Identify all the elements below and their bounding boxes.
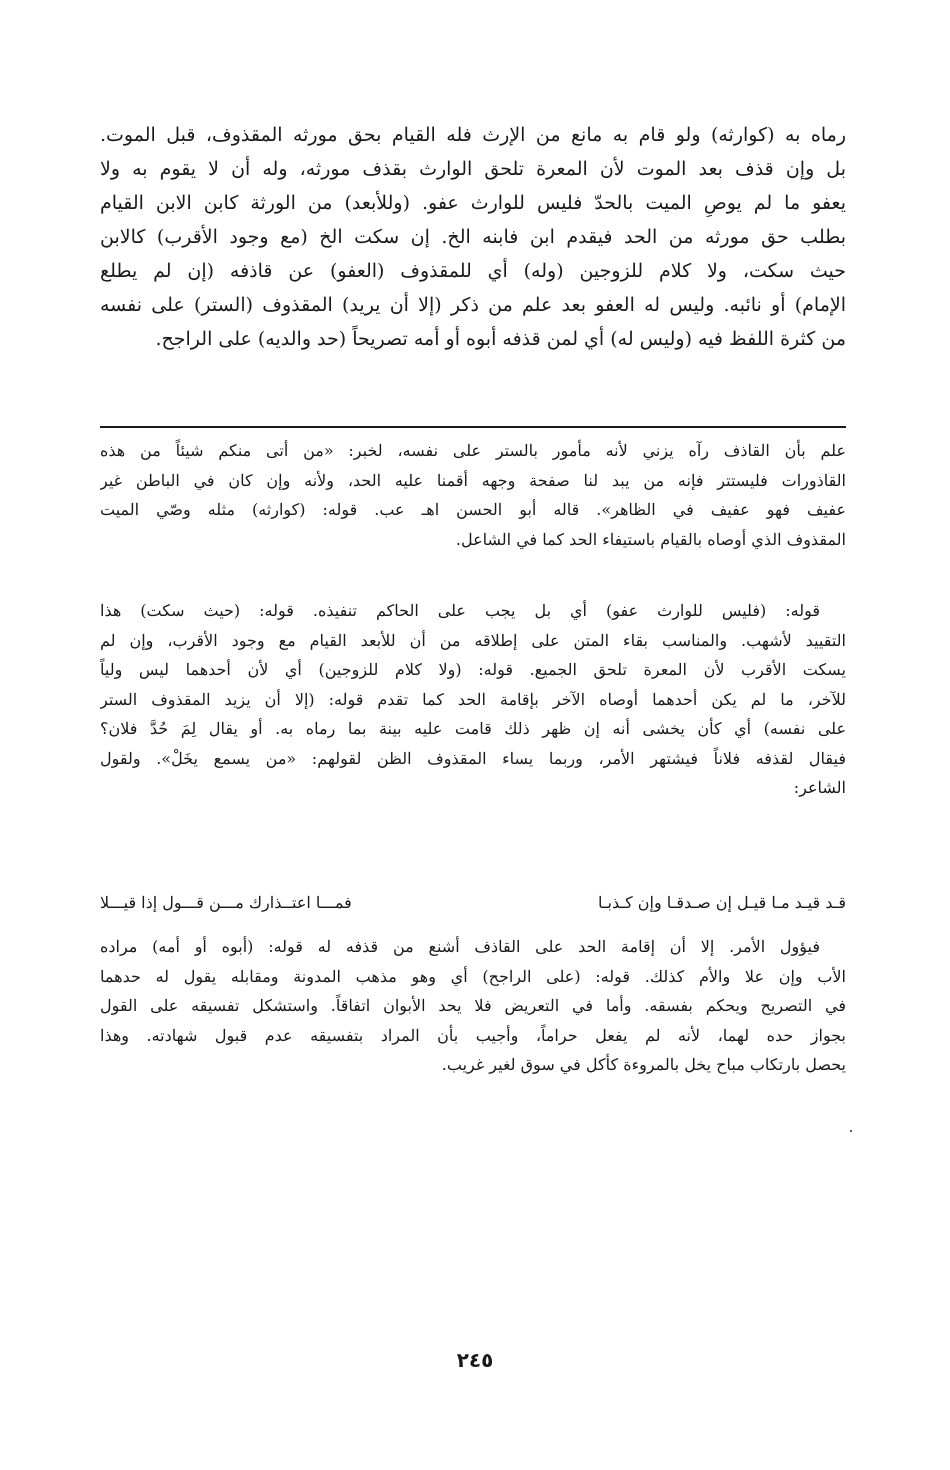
footnote-separator-rule	[100, 426, 846, 428]
footnote-line: علم بأن القاذف رآه يزني لأنه مأمور بالستر على نفسه، لخبر: «من أتى منكم شيئاً من هذه	[100, 441, 846, 460]
main-text-line: يعفو ما لم يوصِ الميت بالحدّ فليس للوارث عفو. (وللأبعد) من الورثة كابن الابن القيام	[100, 192, 846, 214]
footnote-line: القاذورات فليستتر فإنه من يبد لنا صفحة وجهه أقمنا عليه الحد، ولأنه وإن كان في الباطن غير	[100, 470, 846, 490]
main-text-line: من كثرة اللفظ فيه (وليس له) أي لمن قذفه أبوه أو أمه تصريحاً (حد والديه) على الراجح.	[155, 328, 846, 350]
footnote-line: يحصل بارتكاب مباح يخل بالمروءة كأكل في سوق لغير غريب.	[441, 1055, 846, 1074]
footnote-line: الشاعر:	[793, 778, 846, 797]
footnote-line: للآخر، ما لم يكن أحدهما أوصاه الآخر بإقامة الحد كما تقدم قوله: (إلا أن يزيد المقذوف الستر	[100, 689, 846, 709]
footnote-line: المقذوف الذي أوصاه بالقيام باستيفاء الحد كما في الشاعل.	[455, 529, 846, 549]
poetry-verse	[100, 888, 846, 918]
page-number: ٢٤٥	[456, 1348, 494, 1372]
footnote-line: التقييد لأشهب. والمناسب بقاء المتن على إطلاقه من أن للأبعد القيام مع وجود الأقرب، وإن لم	[100, 630, 846, 650]
main-text-line: رماه به (كوارثه) ولو قام به مانع من الإرث فله القيام بحق مورثه المقذوف، قبل الموت.	[100, 124, 846, 146]
footnote-line: الأب وإن علا والأم كذلك. قوله: (على الراجح) أي وهو مذهب المدونة ومقابله يقول له حدهما	[100, 966, 846, 986]
footnote-paragraph-3	[100, 932, 846, 1080]
footnote-line: في التصريح ويحكم بفسقه. وأما في التعريض فلا يحد الأبوان اتفاقاً. واستشكل تفسيقه على القول	[100, 996, 846, 1015]
footnote-paragraph-2	[100, 596, 846, 803]
footnote-line: بجواز حده لهما، لأنه لم يفعل حراماً، وأجيب بأن المراد بتفسيقه عدم قبول شهادته. وهذا	[100, 1025, 846, 1045]
main-text-line: بل وإن قذف بعد الموت لأن المعرة تلحق الوارث بقذف مورثه، وله أن لا يقوم به ولا	[100, 158, 846, 180]
footnote-line: قوله: (فليس للوارث عفو) أي بل يجب على الحاكم تنفيذه. قوله: (حيث سكت) هذا	[100, 601, 820, 620]
stray-mark	[850, 1130, 852, 1132]
main-text-block	[100, 118, 846, 356]
footnote-paragraph-1	[100, 436, 846, 554]
footnote-line: فيقال لقذفه فلاناً فيشتهر الأمر، وربما يساء المقذوف الظن لقولهم: «من يسمع يخَلْ». ولقول	[100, 748, 846, 768]
main-text-line: بطلب حق مورثه من الحد فيقدم ابن فابنه الخ. إن سكت الخ (مع وجود الأقرب) كالابن	[100, 226, 846, 248]
footnote-line: يسكت الأقرب لأن المعرة تلحق الجميع. قوله: (ولا كلام للزوجين) أي لأن أحدهما ليس ولياً	[100, 660, 846, 679]
footnote-line: عفيف فهو عفيف في الظاهر». قاله أبو الحسن اهـ عب. قوله: (كوارثه) مثله وصّي الميت	[100, 500, 846, 519]
main-text-line: حيث سكت، ولا كلام للزوجين (وله) أي للمقذوف (العفو) عن قاذفه (إن لم يطلع	[100, 260, 846, 282]
footnote-line: فيؤول الأمر. إلا أن إقامة الحد على القاذف أشنع من قذفه له قوله: (أبوه أو أمه) مراده	[100, 937, 820, 956]
verse-second-hemistich: فمـــا اعتــذارك مـــن قـــول إذا قيـــلا	[100, 893, 352, 912]
main-text-line: الإمام) أو نائبه. وليس له العفو بعد علم من ذكر (إلا أن يريد) المقذوف (الستر) على نفسه	[100, 294, 846, 316]
footnote-line: على نفسه) أي كأن يخشى أنه إن ظهر ذلك قامت عليه بينة بما رماه به. أو يقال لِمَ حُدَّ فلان؟	[100, 719, 846, 738]
verse-first-hemistich: قـد قيـد مـا قيـل إن صـدقـا وإن كـذبـا	[597, 893, 846, 912]
